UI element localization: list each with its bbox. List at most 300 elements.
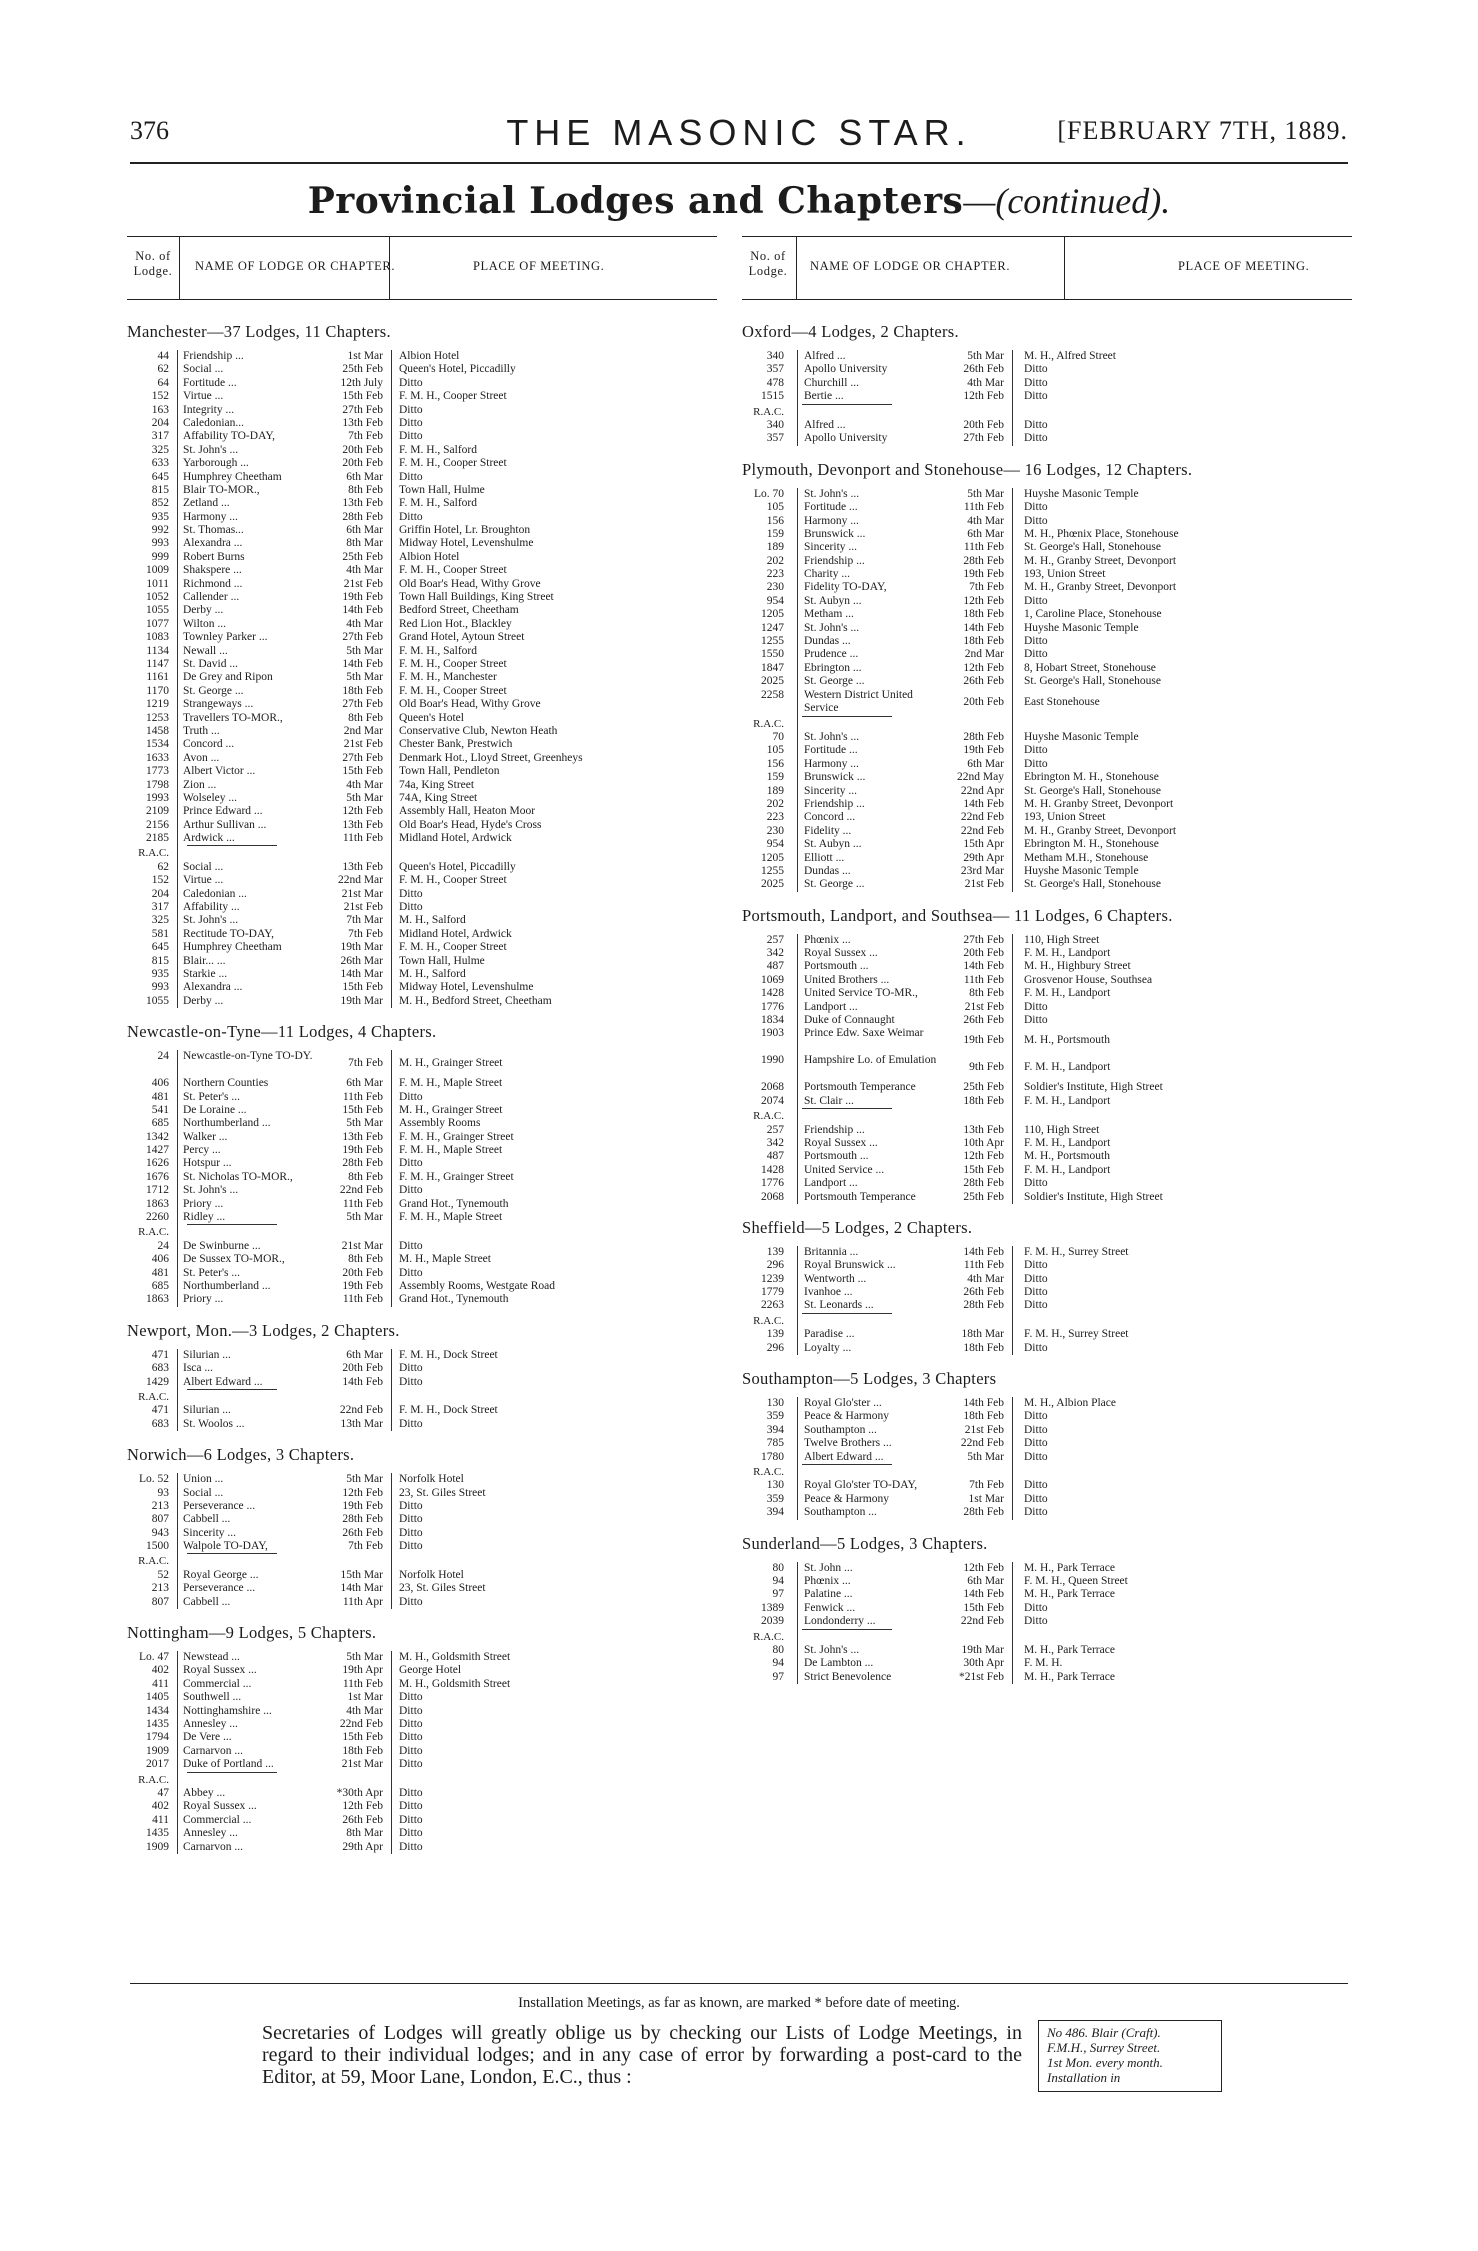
table-row — [742, 675, 1352, 688]
lodge-number: 1863 — [146, 1293, 169, 1306]
meeting-place: Old Boar's Head, Withy Grove — [399, 577, 541, 590]
meeting-place: Huyshe Masonic Temple — [1024, 487, 1139, 500]
meeting-place: Ditto — [1024, 1601, 1048, 1614]
table-row — [127, 1651, 717, 1664]
lodge-number: 94 — [772, 1574, 784, 1587]
lodge-name: Landport ... — [804, 1000, 858, 1013]
table-row — [127, 914, 717, 927]
meeting-date: 11th Feb — [963, 1259, 1004, 1272]
lodge-name: Royal Sussex ... — [804, 947, 878, 960]
lodge-name: Harmony ... — [183, 510, 238, 523]
meeting-date: 19th Apr — [342, 1664, 383, 1677]
table-row — [127, 1527, 717, 1540]
meeting-date: 18th Feb — [963, 1094, 1004, 1107]
meeting-date: 6th Mar — [967, 527, 1004, 540]
lodge-name: Twelve Brothers ... — [804, 1437, 892, 1450]
table-header — [127, 236, 717, 300]
lodge-name: Richmond ... — [183, 577, 243, 590]
lodge-name: Friendship ... — [804, 554, 865, 567]
table-row — [127, 1814, 717, 1827]
district-heading: Newcastle-on-Tyne—11 Lodges, 4 Chapters. — [127, 1022, 437, 1042]
lodge-name: St. John's ... — [183, 443, 239, 456]
lodge-number: 954 — [766, 838, 784, 851]
lodge-number: 159 — [766, 771, 784, 784]
table-row — [127, 471, 717, 484]
lodge-number: 189 — [766, 541, 784, 554]
meeting-date: 28th Feb — [963, 1299, 1004, 1312]
meeting-date: 26th Mar — [340, 954, 383, 967]
table-row — [127, 457, 717, 470]
table-row — [127, 1731, 717, 1744]
lodge-name: Nottinghamshire ... — [183, 1704, 272, 1717]
lodge-number: 1069 — [761, 973, 784, 986]
meeting-place: F. M. H., Landport — [1024, 1061, 1111, 1074]
lodge-number: 317 — [151, 901, 169, 914]
table-row — [127, 444, 717, 457]
table-row — [127, 1582, 717, 1595]
meeting-place: Ditto — [399, 1540, 423, 1553]
meeting-date: 14th Feb — [342, 604, 383, 617]
meeting-place: F. M. H., Dock Street — [399, 1348, 498, 1361]
meeting-place: Ditto — [1024, 1479, 1048, 1492]
meeting-place: M. H., Grainger Street — [399, 1057, 503, 1070]
lodge-name: Social ... — [183, 363, 224, 376]
table-row — [127, 901, 717, 914]
meeting-place: Ditto — [1024, 744, 1048, 757]
meeting-place: 74a, King Street — [399, 778, 475, 791]
lodge-name: De Lambton ... — [804, 1657, 874, 1670]
meeting-date: 15th Apr — [963, 838, 1004, 851]
meeting-date: 19th Mar — [340, 941, 383, 954]
lodge-number: 1676 — [146, 1170, 169, 1183]
lodge-name: Friendship ... — [183, 350, 244, 362]
meeting-date: 7th Feb — [969, 581, 1004, 594]
meeting-place: St. George's Hall, Stonehouse — [1024, 541, 1161, 554]
lodge-name: Britannia ... — [804, 1245, 859, 1258]
meeting-date: 28th Feb — [963, 1177, 1004, 1190]
meeting-place: Ditto — [399, 1758, 423, 1771]
table-row — [742, 662, 1352, 675]
meeting-place: M. H., Highbury Street — [1024, 960, 1131, 973]
meeting-place: F. M. H., Grainger Street — [399, 1130, 514, 1143]
lodge-name: Blair TO-MOR., — [183, 483, 260, 496]
meeting-date: 14th Mar — [340, 967, 383, 980]
meeting-date: 8th Feb — [348, 711, 383, 724]
lodge-name: Dundas ... — [804, 864, 851, 877]
meeting-place: Ditto — [1024, 1000, 1048, 1013]
meeting-place: F. M. H., Surrey Street — [1024, 1328, 1129, 1341]
lodge-name: Humphrey Cheetham — [183, 470, 282, 483]
meeting-date: 22nd Feb — [960, 1437, 1004, 1450]
table-row — [127, 1800, 717, 1813]
lodge-name: Carnarvon ... — [183, 1840, 244, 1853]
meeting-date: 5th Mar — [967, 350, 1004, 362]
lodge-name: St. Aubyn ... — [804, 594, 862, 607]
meeting-date: 27th Feb — [342, 751, 383, 764]
lodge-number: 1780 — [761, 1450, 784, 1463]
lodge-name: Cabbell ... — [183, 1513, 231, 1526]
lodge-name: United Service ... — [804, 1163, 885, 1176]
lodge-number: 24 — [157, 1239, 169, 1252]
meeting-date: 27th Feb — [963, 432, 1004, 445]
lodge-name: Humphrey Cheetham — [183, 941, 282, 954]
meeting-place: F. M. H., Maple Street — [399, 1077, 503, 1090]
lodge-number: 1550 — [761, 648, 784, 661]
table-row — [742, 488, 1352, 501]
meeting-place: Ditto — [1024, 1341, 1048, 1354]
meeting-date: 7th Feb — [348, 927, 383, 940]
lodge-name: St. Peter's ... — [183, 1266, 241, 1279]
lodge-number: 204 — [151, 416, 169, 429]
meeting-date: 8th Mar — [346, 1827, 383, 1840]
district-table — [127, 1349, 717, 1431]
meeting-place: Ditto — [399, 1691, 423, 1704]
meeting-place: Ditto — [399, 1239, 423, 1252]
lodge-number: 223 — [766, 568, 784, 581]
meeting-place: Ditto — [399, 430, 423, 443]
table-row — [742, 1328, 1352, 1341]
lodge-name: Bertie ... — [804, 390, 844, 403]
meeting-date: 13th Feb — [963, 1123, 1004, 1136]
table-row — [127, 968, 717, 981]
chapter-marker-row — [127, 1391, 717, 1404]
lodge-name: Ebrington ... — [804, 661, 862, 674]
meeting-place: East Stonehouse — [1024, 695, 1100, 708]
meeting-date: 12th Feb — [342, 805, 383, 818]
meeting-date: 15th Feb — [342, 981, 383, 994]
meeting-place: Ditto — [399, 1731, 423, 1744]
lodge-number: 2068 — [761, 1190, 784, 1203]
table-row — [127, 564, 717, 577]
meeting-place: Ditto — [399, 403, 423, 416]
lodge-name: Royal Glo'ster ... — [804, 1397, 882, 1410]
lodge-number: 471 — [151, 1404, 169, 1417]
meeting-date: 15th Mar — [340, 1568, 383, 1581]
lodge-name: Apollo University — [804, 432, 888, 445]
meeting-date: 7th Feb — [348, 1057, 383, 1070]
lodge-number: 471 — [151, 1348, 169, 1361]
lodge-name: Caledonian ... — [183, 887, 247, 900]
table-row — [127, 537, 717, 550]
lodge-name: St. Clair ... — [804, 1094, 854, 1107]
lodge-name: Alexandra ... — [183, 537, 243, 550]
lodge-name: Wilton ... — [183, 617, 226, 630]
meeting-place: Norfolk Hotel — [399, 1568, 464, 1581]
meeting-place: Ditto — [1024, 1014, 1048, 1027]
masthead-rule — [130, 162, 1348, 164]
header-meeting-place: PLACE OF MEETING. — [473, 259, 605, 273]
lodge-number: 541 — [151, 1103, 169, 1116]
table-row — [127, 1050, 717, 1077]
lodge-name: Dundas ... — [804, 635, 851, 648]
table-row — [742, 581, 1352, 594]
table-row — [742, 689, 1352, 716]
district-heading: Nottingham—9 Lodges, 5 Chapters. — [127, 1623, 377, 1643]
meeting-date: 20th Feb — [342, 1266, 383, 1279]
lodge-name: Zetland ... — [183, 497, 230, 510]
meeting-place: 74A, King Street — [399, 791, 478, 804]
meeting-date: 22nd Feb — [339, 1404, 383, 1417]
meeting-place: M. H., Phœnix Place, Stonehouse — [1024, 527, 1179, 540]
table-row — [127, 1131, 717, 1144]
lodge-number: 943 — [151, 1526, 169, 1539]
meeting-place: Griffin Hotel, Lr. Broughton — [399, 524, 531, 537]
header-lodge-no: No. of Lodge. — [748, 249, 788, 278]
lodge-name: Duke of Portland ... — [183, 1758, 274, 1771]
meeting-date: 1st Mar — [968, 1492, 1004, 1505]
table-row — [127, 578, 717, 591]
lodge-name: Paradise ... — [804, 1328, 855, 1341]
meeting-date: 6th Mar — [346, 1348, 383, 1361]
header-meeting-place: PLACE OF MEETING. — [1178, 259, 1310, 273]
meeting-place: M. H. Granby Street, Devonport — [1024, 797, 1174, 810]
table-row — [742, 363, 1352, 376]
meeting-date: 11th Feb — [342, 1090, 383, 1103]
table-row — [127, 765, 717, 778]
lodge-number: 94 — [772, 1657, 784, 1670]
meeting-date: 14th Feb — [963, 1397, 1004, 1410]
lodge-name: Isca ... — [183, 1362, 214, 1375]
lodge-name: De Sussex TO-MOR., — [183, 1253, 285, 1266]
meeting-place: Queen's Hotel, Piccadilly — [399, 363, 516, 376]
lodge-name: United Service TO-MR., — [804, 987, 918, 1000]
table-row — [742, 555, 1352, 568]
meeting-place: Conservative Club, Newton Heath — [399, 724, 558, 737]
lodge-name: Newall ... — [183, 644, 228, 657]
lodge-number: 1009 — [146, 564, 169, 577]
table-row — [742, 350, 1352, 363]
meeting-place: St. George's Hall, Stonehouse — [1024, 784, 1161, 797]
meeting-date: 20th Feb — [963, 695, 1004, 708]
meeting-place: Assembly Hall, Heaton Moor — [399, 805, 536, 818]
sample-line: 1st Mon. every month. — [1047, 2055, 1163, 2070]
sample-postcard — [1038, 2020, 1222, 2092]
lodge-number: R.A.C. — [138, 1390, 169, 1403]
meeting-date: 18th Feb — [963, 608, 1004, 621]
table-row — [742, 608, 1352, 621]
lodge-number: 685 — [151, 1280, 169, 1292]
meeting-place: Ditto — [1024, 1506, 1048, 1519]
lodge-name: Fenwick ... — [804, 1601, 856, 1614]
meeting-date: 6th Mar — [346, 1077, 383, 1090]
chapter-marker-row — [742, 406, 1352, 419]
meeting-place: Ditto — [399, 1090, 423, 1103]
lodge-name: Peace & Harmony — [804, 1410, 889, 1423]
meeting-place: Midway Hotel, Levenshulme — [399, 981, 534, 994]
page-subtitle — [130, 180, 1348, 222]
table-row — [127, 497, 717, 510]
meeting-date: 22nd Feb — [339, 1717, 383, 1730]
lodge-number: 152 — [151, 390, 169, 403]
lodge-name: Cabbell ... — [183, 1595, 231, 1608]
lodge-number: 80 — [772, 1643, 784, 1656]
meeting-place: Ditto — [1024, 1437, 1048, 1450]
lodge-name: Callender ... — [183, 591, 240, 604]
lodge-number: 202 — [766, 797, 784, 810]
lodge-number: 70 — [772, 730, 784, 743]
lodge-name: Friendship ... — [804, 797, 865, 810]
table-row — [127, 1362, 717, 1375]
lodge-number: Lo. 47 — [138, 1651, 169, 1664]
table-row — [127, 1473, 717, 1486]
district-heading: Sheffield—5 Lodges, 2 Chapters. — [742, 1217, 973, 1237]
lodge-name: St. David ... — [183, 657, 238, 670]
meeting-date: 4th Mar — [346, 778, 383, 791]
meeting-date: 21st Feb — [343, 577, 383, 590]
meeting-place: M. H., Alfred Street — [1024, 350, 1116, 362]
table-row — [127, 698, 717, 711]
lodge-name: Alfred ... — [804, 350, 846, 362]
meeting-place: 1, Caroline Place, Stonehouse — [1024, 608, 1162, 621]
lodge-name: St. Thomas... — [183, 524, 244, 537]
meeting-date: 27th Feb — [342, 631, 383, 644]
meeting-place: Ditto — [1024, 1299, 1048, 1312]
lodge-name: Abbey ... — [183, 1786, 226, 1799]
district-table — [742, 1397, 1352, 1520]
table-row — [127, 671, 717, 684]
meeting-date: 10th Apr — [963, 1136, 1004, 1149]
lodge-number: R.A.C. — [753, 1466, 784, 1478]
meeting-place: M. H., Granby Street, Devonport — [1024, 554, 1177, 567]
meeting-date: 15th Feb — [342, 765, 383, 778]
lodge-number: 685 — [151, 1117, 169, 1130]
meeting-place: Ditto — [399, 887, 423, 900]
lodge-name: Affability TO-DAY, — [183, 430, 276, 443]
table-row — [127, 1253, 717, 1266]
meeting-date: 26th Feb — [963, 675, 1004, 688]
table-row — [742, 377, 1352, 390]
lodge-number: 815 — [151, 483, 169, 496]
table-row — [127, 1745, 717, 1758]
table-row — [742, 1191, 1352, 1204]
meeting-place: F. M. H., Maple Street — [399, 1144, 503, 1157]
lodge-number: 230 — [766, 824, 784, 837]
lodge-name: St. John ... — [804, 1561, 853, 1574]
chapter-marker-row — [127, 1774, 717, 1787]
left-sections — [127, 322, 717, 1854]
district-table — [127, 1050, 717, 1307]
table-row — [742, 811, 1352, 824]
meeting-date: 5th Mar — [346, 644, 383, 657]
lodge-number: 402 — [151, 1664, 169, 1677]
lodge-name: Albert Edward ... — [804, 1450, 884, 1463]
footer-rule — [130, 1983, 1348, 1984]
table-row — [742, 1259, 1352, 1272]
lodge-name: Palatine ... — [804, 1588, 853, 1601]
meeting-date: 5th Mar — [346, 671, 383, 684]
meeting-date: 28th Feb — [342, 1157, 383, 1170]
meeting-date: 18th Mar — [961, 1328, 1004, 1341]
table-row — [127, 1280, 717, 1293]
lodge-name: De Vere ... — [183, 1731, 232, 1744]
meeting-place: Ditto — [1024, 635, 1048, 648]
table-row — [742, 1286, 1352, 1299]
meeting-place: Ditto — [399, 1526, 423, 1539]
meeting-place: F. M. H., Landport — [1024, 947, 1111, 960]
meeting-place: F. M. H., Landport — [1024, 987, 1111, 1000]
table-row — [742, 648, 1352, 661]
lodge-name: Strict Benevolence — [804, 1670, 892, 1683]
table-row — [742, 934, 1352, 947]
meeting-date: 11th Feb — [342, 1197, 383, 1210]
meeting-date: 8th Feb — [348, 483, 383, 496]
table-row — [127, 390, 717, 403]
lodge-name: Fortitude ... — [183, 376, 237, 389]
meeting-place: M. H., Goldsmith Street — [399, 1651, 511, 1664]
header-lodge-name: NAME OF LODGE OR CHAPTER. — [810, 259, 1011, 273]
meeting-date: 28th Feb — [342, 1513, 383, 1526]
meeting-place: Ditto — [1024, 501, 1048, 514]
table-row — [742, 1081, 1352, 1094]
meeting-date: 21st Feb — [964, 1423, 1004, 1436]
meeting-date: 13th Feb — [342, 818, 383, 831]
table-row — [127, 1758, 717, 1771]
chapter-marker-row — [127, 1555, 717, 1568]
table-row — [127, 1787, 717, 1800]
meeting-date: 19th Feb — [963, 744, 1004, 757]
table-row — [742, 1001, 1352, 1014]
lodge-name: Avon ... — [183, 751, 220, 764]
meeting-place: M. H., Salford — [399, 914, 466, 927]
meeting-place: Ditto — [1024, 1492, 1048, 1505]
lodge-name: St. Aubyn ... — [804, 838, 862, 851]
district-table — [742, 934, 1352, 1204]
lodge-number: 1435 — [146, 1827, 169, 1840]
meeting-place: Ditto — [1024, 432, 1048, 445]
meeting-place: F. M. H., Cooper Street — [399, 874, 507, 887]
table-row — [127, 591, 717, 604]
lodge-name: Fortitude ... — [804, 744, 858, 757]
lodge-number: R.A.C. — [138, 1226, 169, 1239]
lodge-name: St. George ... — [804, 675, 865, 688]
lodge-number: 1779 — [761, 1286, 784, 1299]
meeting-date: 2nd Mar — [964, 648, 1004, 661]
lodge-name: Yarborough ... — [183, 457, 249, 470]
meeting-place: St. George's Hall, Stonehouse — [1024, 878, 1161, 891]
table-row — [127, 1500, 717, 1513]
table-row — [742, 731, 1352, 744]
lodge-number: R.A.C. — [753, 1110, 784, 1123]
table-row — [127, 417, 717, 430]
meeting-place: Ditto — [399, 1513, 423, 1526]
table-row — [742, 785, 1352, 798]
table-row — [742, 1014, 1352, 1027]
lodge-number: 2258 — [761, 688, 784, 701]
lodge-name: Alfred ... — [804, 418, 846, 431]
meeting-date: 14th Feb — [963, 960, 1004, 973]
table-row — [127, 1117, 717, 1130]
lodge-name: Concord ... — [804, 811, 856, 824]
lodge-name: Social ... — [183, 860, 224, 873]
meeting-date: 11th Feb — [342, 1293, 383, 1306]
lodge-number: 2025 — [761, 878, 784, 891]
publication-title: THE MASONIC STAR. — [506, 112, 972, 153]
lodge-number: 1434 — [146, 1704, 169, 1717]
meeting-place: M. H., Park Terrace — [1024, 1561, 1115, 1574]
lodge-name: Portsmouth Temperance — [804, 1081, 916, 1094]
table-row — [127, 1267, 717, 1280]
meeting-place: Ditto — [1024, 1177, 1048, 1190]
meeting-date: *21st Feb — [958, 1670, 1004, 1683]
lodge-number: 1712 — [146, 1184, 169, 1197]
meeting-place: F. M. H., Salford — [399, 497, 477, 510]
meeting-date: 14th Feb — [963, 797, 1004, 810]
meeting-date: 25th Feb — [342, 550, 383, 563]
meeting-date: 28th Feb — [963, 554, 1004, 567]
lodge-number: 954 — [766, 594, 784, 607]
lodge-name: Newcastle-on-Tyne TO-DY. — [183, 1050, 313, 1063]
table-row — [127, 995, 717, 1008]
